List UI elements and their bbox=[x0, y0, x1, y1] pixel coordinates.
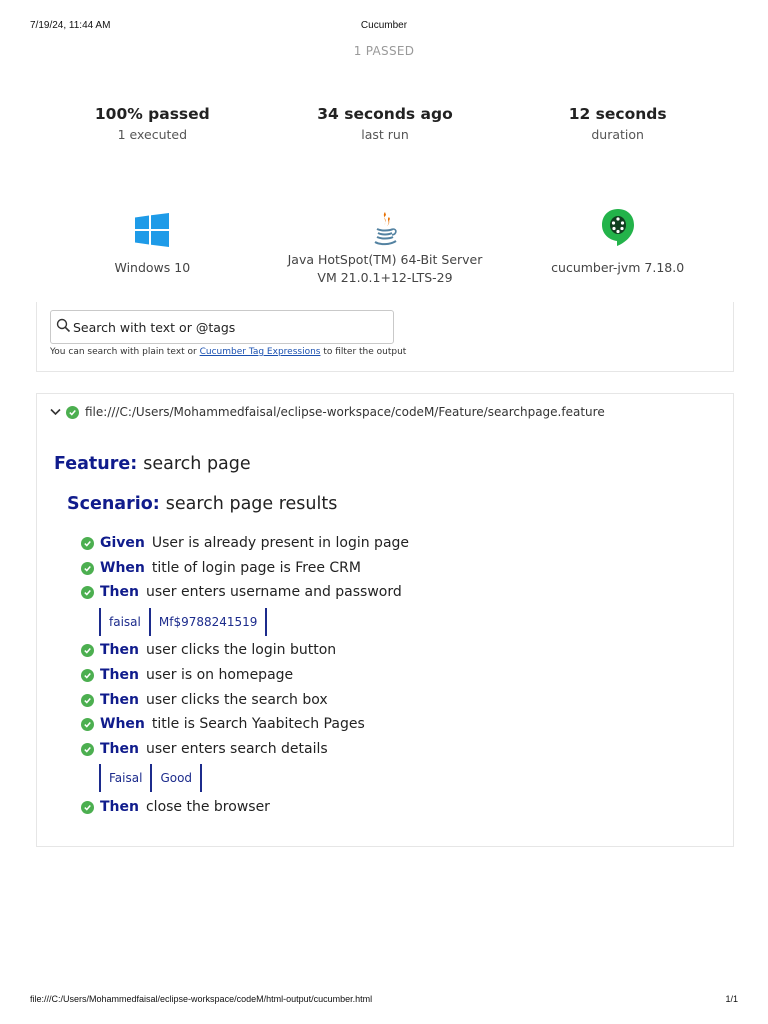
step-text: User is already present in login page bbox=[151, 535, 410, 551]
check-circle-icon bbox=[81, 718, 94, 731]
chevron-down-icon[interactable] bbox=[48, 405, 62, 419]
step-text: user enters search details bbox=[145, 741, 328, 757]
step bbox=[81, 642, 336, 658]
stat-last-run-label: last run bbox=[361, 127, 409, 142]
stats-row bbox=[36, 104, 734, 142]
print-datetime: 7/19/24, 11:44 AM bbox=[30, 20, 111, 31]
feature-title bbox=[54, 454, 251, 474]
scenario-keyword: Scenario: bbox=[67, 494, 160, 514]
step-keyword: Given bbox=[100, 535, 145, 551]
check-circle-icon bbox=[81, 644, 94, 657]
step-keyword: When bbox=[100, 560, 145, 576]
stat-last-run bbox=[269, 104, 502, 142]
check-circle-icon bbox=[81, 743, 94, 756]
table-cell: Good bbox=[150, 764, 202, 792]
feature-file-header[interactable] bbox=[48, 405, 605, 419]
step bbox=[81, 584, 402, 600]
stat-passed bbox=[36, 104, 269, 142]
stat-last-run-value: 34 seconds ago bbox=[317, 105, 453, 123]
check-circle-icon bbox=[66, 406, 79, 419]
env-java bbox=[269, 205, 502, 287]
env-os-label: Windows 10 bbox=[114, 260, 191, 275]
step-text: title is Search Yaabitech Pages bbox=[151, 716, 365, 732]
step-text: user is on homepage bbox=[145, 667, 294, 683]
passed-summary: 1 PASSED bbox=[353, 44, 415, 58]
env-java-line1: Java HotSpot(TM) 64-Bit Server bbox=[287, 252, 483, 267]
step bbox=[81, 716, 365, 732]
check-circle-icon bbox=[81, 669, 94, 682]
stat-duration-value: 12 seconds bbox=[568, 105, 667, 123]
step-keyword: Then bbox=[100, 799, 139, 815]
stat-passed-label: 1 executed bbox=[117, 127, 188, 142]
stat-passed-value: 100% passed bbox=[94, 105, 210, 123]
scenario-title bbox=[67, 494, 337, 514]
stat-duration-label: duration bbox=[591, 127, 644, 142]
step-keyword: Then bbox=[100, 667, 139, 683]
step-keyword: Then bbox=[100, 584, 139, 600]
scenario-name: search page results bbox=[165, 494, 338, 514]
env-os bbox=[36, 205, 269, 287]
check-circle-icon bbox=[81, 537, 94, 550]
step bbox=[81, 799, 270, 815]
step-text: title of login page is Free CRM bbox=[151, 560, 361, 576]
step-keyword: Then bbox=[100, 642, 139, 658]
step bbox=[81, 692, 328, 708]
step-text: user clicks the search box bbox=[145, 692, 328, 708]
search-help bbox=[50, 347, 406, 357]
environment-row bbox=[36, 205, 734, 287]
data-table bbox=[99, 764, 202, 792]
step-text: user enters username and password bbox=[145, 584, 402, 600]
step-keyword: Then bbox=[100, 692, 139, 708]
check-circle-icon bbox=[81, 562, 94, 575]
step bbox=[81, 560, 361, 576]
env-runner bbox=[501, 205, 734, 287]
search-box[interactable] bbox=[50, 310, 394, 344]
env-java-line2: VM 21.0.1+12-LTS-29 bbox=[317, 270, 453, 285]
check-circle-icon bbox=[81, 586, 94, 599]
search-panel bbox=[36, 302, 734, 372]
print-title: Cucumber bbox=[360, 20, 408, 31]
env-runner-label: cucumber-jvm 7.18.0 bbox=[551, 260, 685, 275]
step-text: close the browser bbox=[145, 799, 270, 815]
print-page-number: 1/1 bbox=[725, 994, 738, 1004]
step bbox=[81, 741, 328, 757]
feature-file-path: file:///C:/Users/Mohammedfaisal/eclipse-workspace/codeM/Feature/searchpage.feature bbox=[85, 405, 605, 419]
feature-name: search page bbox=[143, 454, 251, 474]
print-header bbox=[30, 20, 738, 34]
step bbox=[81, 667, 293, 683]
check-circle-icon bbox=[81, 801, 94, 814]
feature-panel bbox=[36, 393, 734, 847]
check-circle-icon bbox=[81, 694, 94, 707]
step-keyword: Then bbox=[100, 741, 139, 757]
step-text: user clicks the login button bbox=[145, 642, 337, 658]
feature-keyword: Feature: bbox=[54, 454, 138, 474]
tag-expressions-link[interactable]: Cucumber Tag Expressions bbox=[199, 347, 321, 357]
search-icon bbox=[56, 318, 71, 337]
data-table bbox=[99, 608, 267, 636]
stat-duration bbox=[501, 104, 734, 142]
table-cell: Faisal bbox=[99, 764, 150, 792]
print-footer bbox=[30, 994, 738, 1004]
search-help-prefix: You can search with plain text or bbox=[50, 347, 200, 357]
table-cell: Mf$9788241519 bbox=[149, 608, 268, 636]
step bbox=[81, 535, 409, 551]
windows-icon bbox=[135, 205, 169, 247]
search-input[interactable] bbox=[73, 320, 373, 335]
cucumber-icon bbox=[600, 205, 636, 247]
java-icon bbox=[372, 205, 398, 247]
search-help-suffix: to filter the output bbox=[320, 347, 407, 357]
step-keyword: When bbox=[100, 716, 145, 732]
print-url: file:///C:/Users/Mohammedfaisal/eclipse-workspace/codeM/html-output/cucumber.html bbox=[30, 994, 373, 1004]
table-cell: faisal bbox=[99, 608, 149, 636]
